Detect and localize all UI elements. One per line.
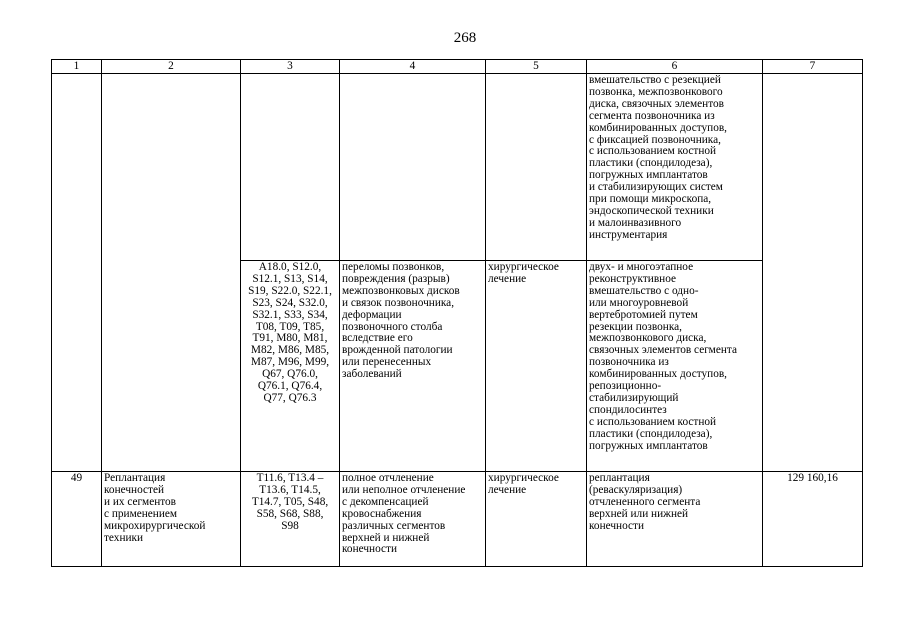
table-row [52, 74, 863, 261]
cost-cell [763, 74, 863, 472]
method-cell: вмешательство с резекцией позвонка, межпозвонкового диска, связочных элементов сегмента позвоночника из комбинированных доступов, с фиксацией позвоночника, с использованием костной пластики (спондилодеза), погружных имплантатов и стабилизирующих систем при помощи микроскопа, эндоскопической техники и малоинвазивного инструментария [587, 74, 763, 261]
procedure-group-cell: Реплантация конечностей и их сегментов с применением микрохирургической техники [102, 472, 241, 567]
header-cell: 7 [763, 60, 863, 74]
header-cell: 3 [241, 60, 340, 74]
row-number-cell: 49 [52, 472, 102, 567]
header-cell: 6 [587, 60, 763, 74]
icd-codes-cell: T11.6, T13.4 – T13.6, T14.5, T14.7, T05, S48, S58, S68, S88, S98 [241, 472, 340, 567]
header-cell: 4 [340, 60, 486, 74]
icd-codes-cell [241, 74, 340, 261]
header-cell: 1 [52, 60, 102, 74]
icd-codes-cell: A18.0, S12.0, S12.1, S13, S14, S19, S22.0, S22.1, S23, S24, S32.0, S32.1, S33, S34, T08, T09, T85, T91, M80, M81, M82, M86, M85, M87, M96, M99, Q67, Q76.0, Q76.1, Q76.4, Q77, Q76.3 [241, 261, 340, 472]
header-cell: 5 [486, 60, 587, 74]
treatment-type-cell [486, 74, 587, 261]
method-cell: двух- и многоэтапное реконструктивное вмешательство с одно- или многоуровневой вертебротомией путем резекции позвонка, межпозвонкового диска, связочных элементов сегмента позвоночника из комбинированных доступов, репозиционно- стабилизирующий спондилосинтез с использованием костной пластики (спондилодеза), погружных имплантатов [587, 261, 763, 472]
treatment-type-cell: хирургическое лечение [486, 472, 587, 567]
treatment-type-cell: хирургическое лечение [486, 261, 587, 472]
diagnosis-cell [340, 74, 486, 261]
header-row [52, 60, 863, 74]
diagnosis-cell: переломы позвонков, повреждения (разрыв) межпозвонковых дисков и связок позвоночника, деформации позвоночного столба вследствие его врожденной патологии или перенесенных заболеваний [340, 261, 486, 472]
page-number: 268 [453, 30, 477, 46]
method-cell: реплантация (реваскуляризация) отчлененного сегмента верхней или нижней конечности [587, 472, 763, 567]
diagnosis-cell: полное отчленение или неполное отчленение с декомпенсацией кровоснабжения различных сегментов верхней и нижней конечности [340, 472, 486, 567]
header-cell: 2 [102, 60, 241, 74]
cost-cell: 129 160,16 [763, 472, 863, 567]
row-number-cell [52, 74, 102, 472]
services-table [51, 59, 863, 567]
procedure-group-cell [102, 74, 241, 472]
table-row [52, 472, 863, 567]
